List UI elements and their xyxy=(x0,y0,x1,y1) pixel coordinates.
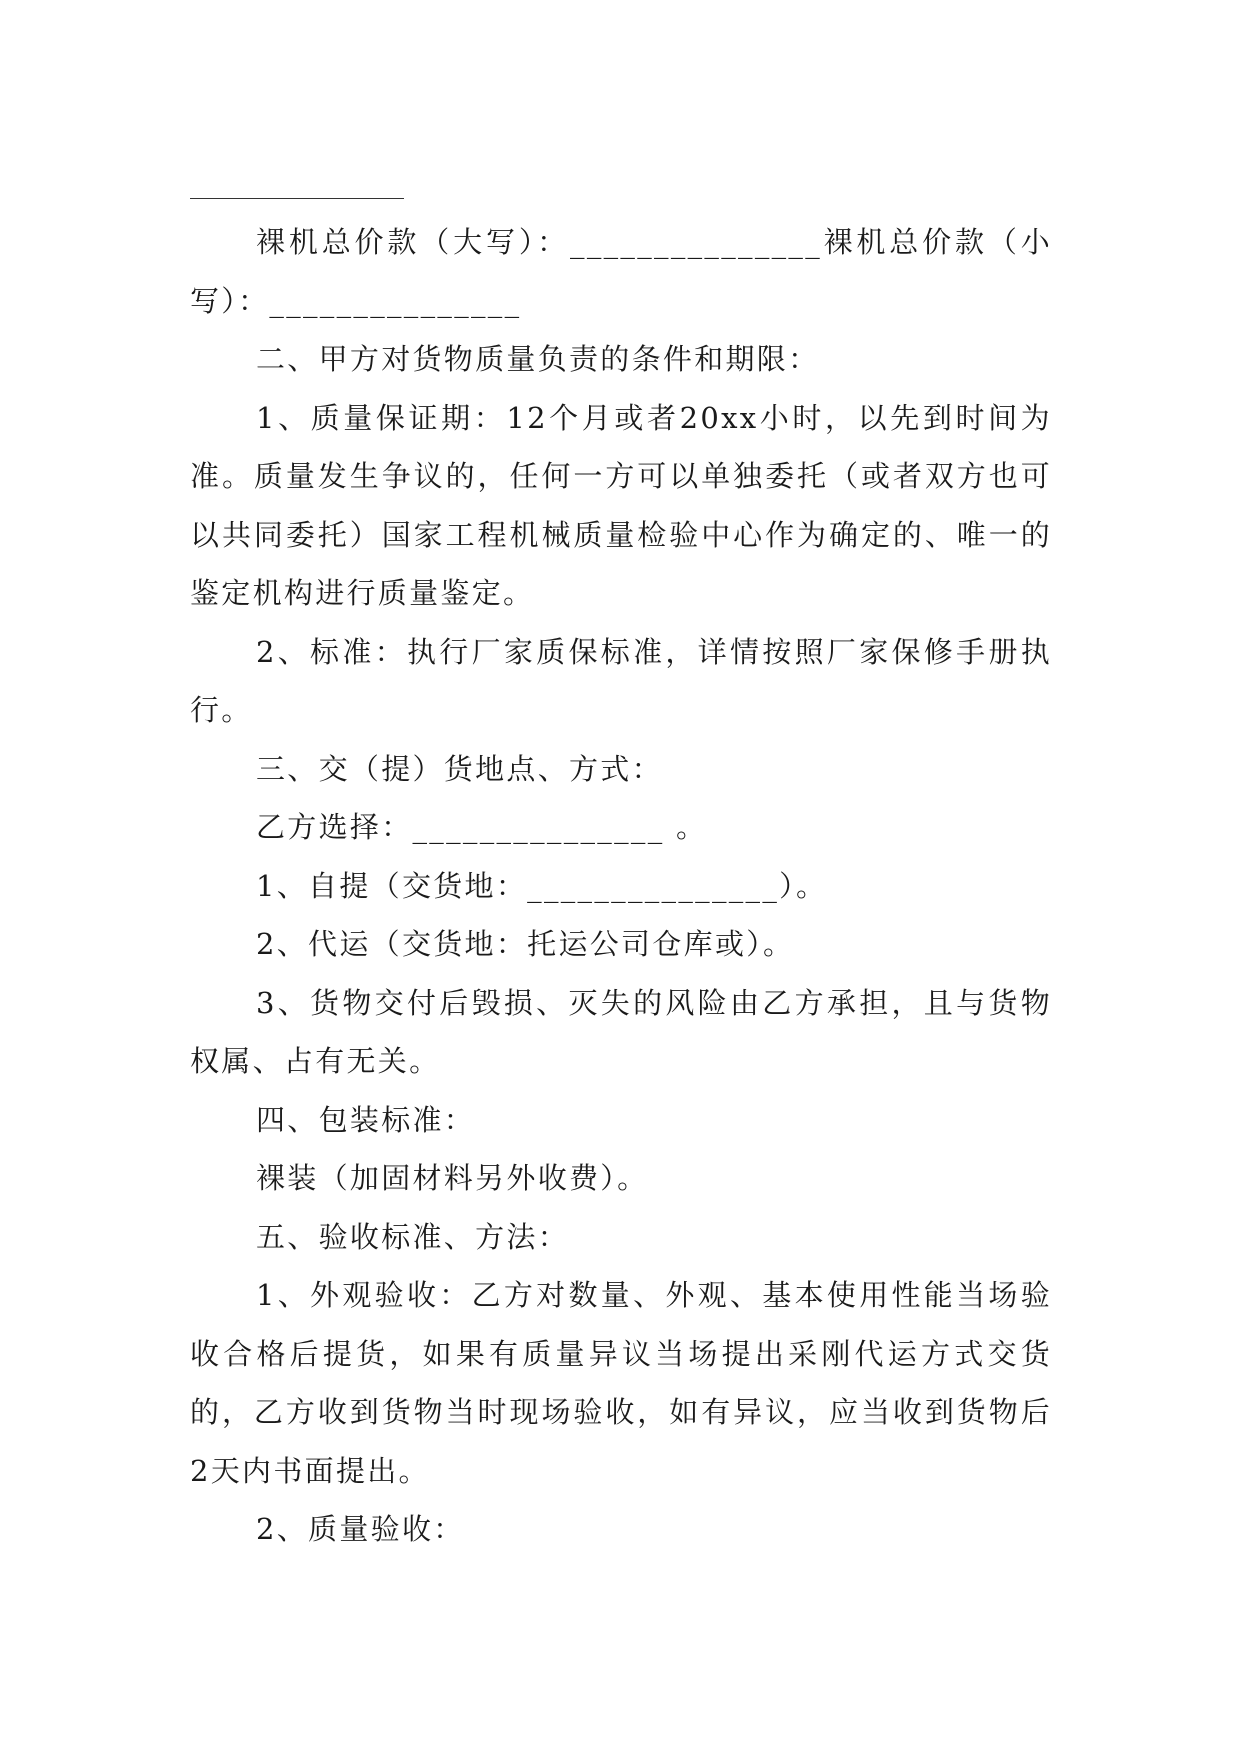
paragraph-standard: 2、标准：执行厂家质保标准，详情按照厂家保修手册执行。 xyxy=(190,634,1052,727)
section-heading-packaging: 四、包装标准： xyxy=(256,1102,476,1137)
paragraph-self-pickup: 1、自提（交货地：_______________）。 xyxy=(256,868,828,903)
section-heading-quality-conditions: 二、甲方对货物质量负责的条件和期限： xyxy=(256,342,820,376)
top-blank-line xyxy=(190,198,404,199)
section-heading-acceptance: 五、验收标准、方法： xyxy=(256,1219,570,1254)
paragraph-warranty-period: 1、质量保证期：12个月或者20xx小时，以先到时间为准。质量发生争议的，任何一方可以单独委托（或者双方也可以共同委托）国家工程机械质量检验中心作为确定的、唯一的鉴定机构进行质量鉴定。 xyxy=(190,400,1052,610)
paragraph-packaging: 裸装（加固材料另外收费）。 xyxy=(256,1161,649,1195)
paragraph-visual-inspection: 1、外观验收：乙方对数量、外观、基本使用性能当场验收合格后提货，如果有质量异议当场提出采刚代运方式交货的，乙方收到货物当时现场验收，如有异议，应当收到货物后2天内书面提出。 xyxy=(190,1278,1052,1488)
section-heading-delivery: 三、交（提）货地点、方式： xyxy=(256,751,663,786)
paragraph-quality-inspection: 2、质量验收： xyxy=(256,1512,465,1546)
document-body xyxy=(190,213,1052,1559)
paragraph-consigned-shipping: 2、代运（交货地：托运公司仓库或）。 xyxy=(256,927,795,961)
paragraph-total-price: 裸机总价款（大写）：_______________裸机总价款（小写）：_______________ xyxy=(190,225,1052,318)
paragraph-party-b-choice: 乙方选择：_______________ 。 xyxy=(256,810,708,844)
paragraph-risk-transfer: 3、货物交付后毁损、灭失的风险由乙方承担，且与货物权属、占有无关。 xyxy=(190,985,1052,1078)
